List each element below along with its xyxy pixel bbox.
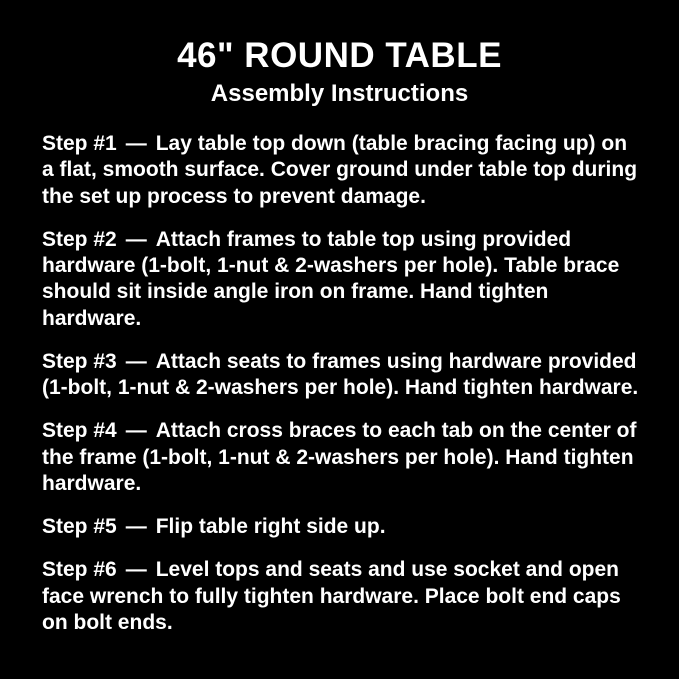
page-subtitle: Assembly Instructions xyxy=(210,80,469,108)
step-item-1 xyxy=(42,131,639,210)
step-label: Step #1 xyxy=(42,132,117,156)
step-text: Flip table right side up. xyxy=(155,515,386,539)
steps-list xyxy=(0,109,679,636)
step-label: Step #4 xyxy=(42,419,117,443)
step-label: Step #5 xyxy=(42,515,117,539)
step-item-6 xyxy=(42,557,639,636)
page-title: 46" ROUND TABLE xyxy=(177,36,502,75)
step-item-5 xyxy=(42,514,639,540)
header xyxy=(0,0,679,109)
step-text: Attach frames to table top using provided hardware (1-bolt, 1-nut & 2-washers per hole). Table brace should sit inside angle iron on frame. Hand tighten hardware. xyxy=(42,227,620,330)
step-separator: — xyxy=(125,132,147,156)
step-label: Step #3 xyxy=(42,349,117,373)
step-separator: — xyxy=(125,558,147,582)
step-item-3 xyxy=(42,349,639,402)
step-separator: — xyxy=(125,227,147,251)
step-text: Attach seats to frames using hardware provided (1-bolt, 1-nut & 2-washers per hole). Hand tighten hardware. xyxy=(42,349,639,400)
step-item-4 xyxy=(42,418,639,497)
step-label: Step #6 xyxy=(42,558,117,582)
step-item-2 xyxy=(42,227,639,332)
step-label: Step #2 xyxy=(42,227,117,251)
step-text: Attach cross braces to each tab on the center of the frame (1-bolt, 1-nut & 2-washers per hole). Hand tighten hardware. xyxy=(42,419,637,495)
step-separator: — xyxy=(125,515,147,539)
step-text: Lay table top down (table bracing facing up) on a flat, smooth surface. Cover ground under table top during the set up process to prevent damage. xyxy=(42,132,638,208)
step-separator: — xyxy=(125,349,147,373)
step-text: Level tops and seats and use socket and open face wrench to fully tighten hardware. Place bolt end caps on bolt ends. xyxy=(42,558,621,634)
step-separator: — xyxy=(125,419,147,443)
